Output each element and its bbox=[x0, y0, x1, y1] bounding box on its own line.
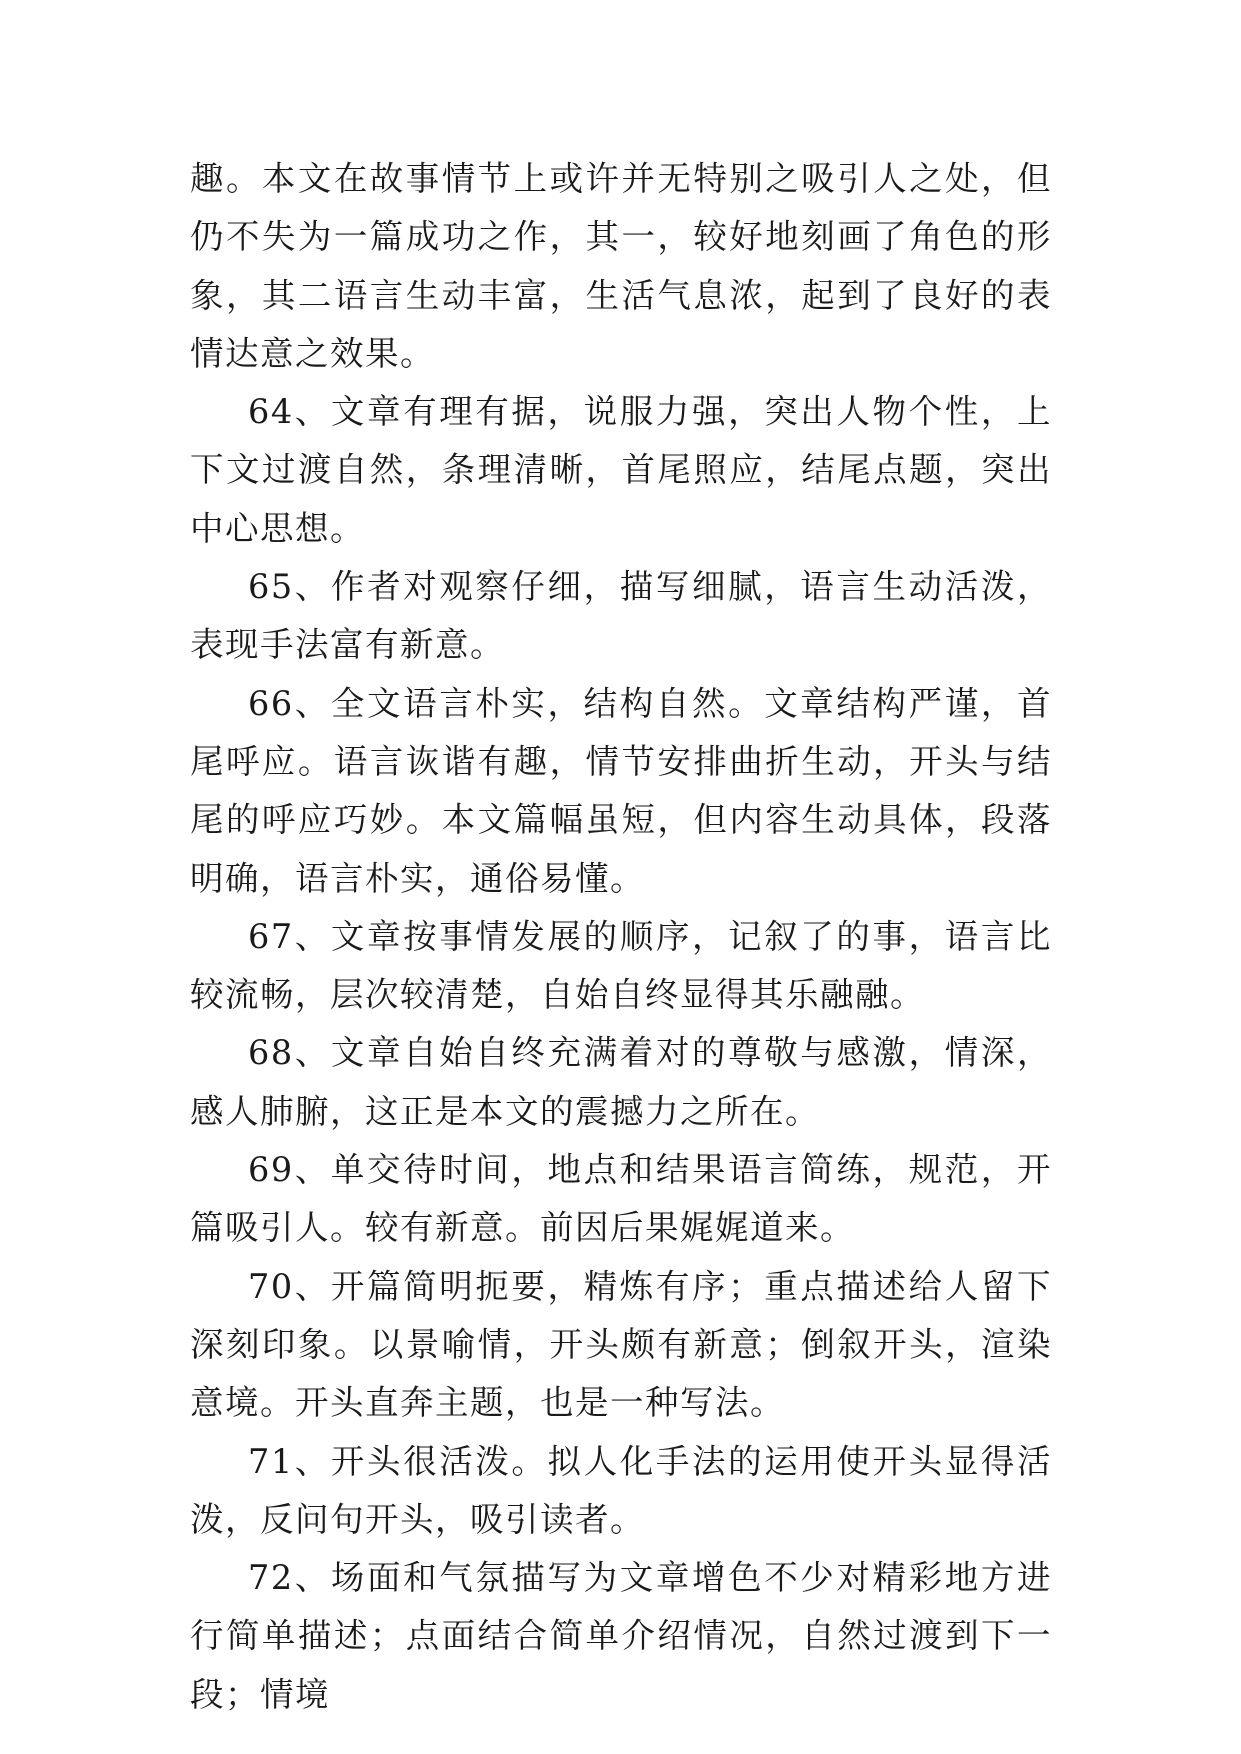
paragraph-71: 71、开头很活泼。拟人化手法的运用使开头显得活泼，反问句开头，吸引读者。 bbox=[190, 1441, 1052, 1539]
paragraph-70: 70、开篇简明扼要，精炼有序；重点描述给人留下深刻印象。以景喻情，开头颇有新意；倒叙开头，渲染意境。开头直奔主题，也是一种写法。 bbox=[190, 1266, 1052, 1423]
paragraph-68: 68、文章自始自终充满着对的尊敬与感激，情深，感人肺腑，这正是本文的震撼力之所在。 bbox=[190, 1033, 1052, 1131]
paragraph-continuation: 趣。本文在故事情节上或许并无特别之吸引人之处，但仍不失为一篇成功之作，其一，较好地刻画了角色的形象，其二语言生动丰富，生活气息浓，起到了良好的表情达意之效果。 bbox=[190, 159, 1052, 373]
paragraph-72: 72、场面和气氛描写为文章增色不少对精彩地方进行简单描述；点面结合简单介绍情况，自然过渡到下一段；情境 bbox=[190, 1558, 1052, 1714]
paragraph-64: 64、文章有理有据，说服力强，突出人物个性，上下文过渡自然，条理清晰，首尾照应，结尾点题，突出中心思想。 bbox=[190, 392, 1052, 548]
paragraph-66: 66、全文语言朴实，结构自然。文章结构严谨，首尾呼应。语言诙谐有趣，情节安排曲折生动，开头与结尾的呼应巧妙。本文篇幅虽短，但内容生动具体，段落明确，语言朴实，通俗易懂。 bbox=[190, 683, 1052, 898]
paragraph-65: 65、作者对观察仔细，描写细腻，语言生动活泼，表现手法富有新意。 bbox=[190, 567, 1052, 665]
document-page bbox=[190, 150, 1052, 1724]
paragraph-69: 69、单交待时间，地点和结果语言简练，规范，开篇吸引人。较有新意。前因后果娓娓道来。 bbox=[190, 1150, 1052, 1248]
paragraph-67: 67、文章按事情发展的顺序，记叙了的事，语言比较流畅，层次较清楚，自始自终显得其乐融融。 bbox=[190, 916, 1052, 1015]
